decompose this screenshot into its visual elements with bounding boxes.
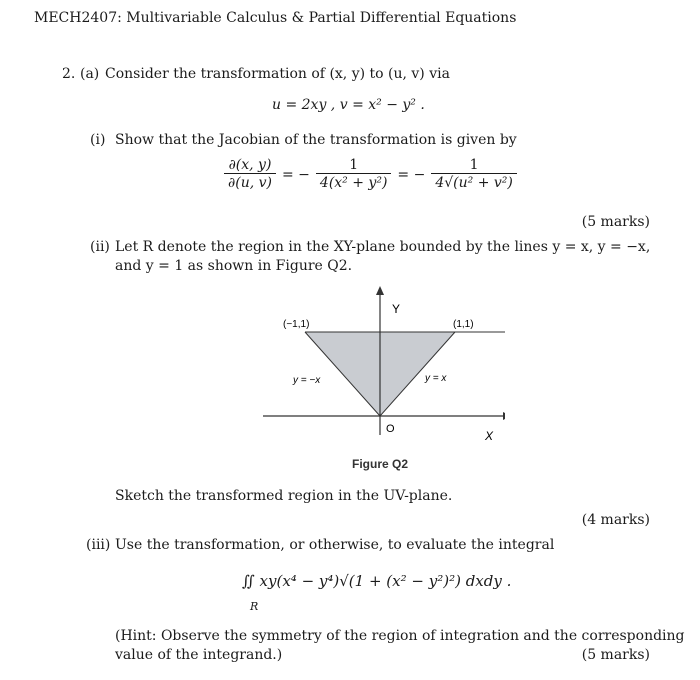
jacobian-rhs-num: 1: [469, 157, 479, 173]
jacobian-rhs-den: 4√(u² + v²): [431, 173, 517, 192]
part-ii-marks: (4 marks): [581, 512, 650, 528]
part-a-intro: Consider the transformation of (x, y) to (u, v) via: [105, 66, 450, 82]
hint-line2: value of the integrand.): [115, 647, 283, 663]
point-right-label: (1,1): [453, 319, 474, 330]
y-axis-arrow-icon: [376, 286, 384, 295]
part-iii-marks: (5 marks): [581, 647, 650, 663]
jacobian-mid-den: 4(x² + y²): [316, 173, 392, 192]
y-axis-label: Y: [392, 302, 401, 316]
x-axis-label: X: [485, 429, 494, 443]
hint-line1: (Hint: Observe the symmetry of the region of integration and the corresponding: [115, 628, 685, 644]
part-i-label: (i): [90, 132, 106, 148]
part-ii-text-line1: Let R denote the region in the XY-plane bounded by the lines y = x, y = −x,: [115, 239, 651, 255]
integral-region: R: [250, 600, 259, 613]
point-left-label: (−1,1): [283, 319, 310, 330]
figure-q2: [255, 283, 505, 448]
part-iii-text: Use the transformation, or otherwise, to evaluate the integral: [115, 537, 555, 553]
jacobian-lhs-den: ∂(u, v): [224, 173, 276, 192]
equals-sign-1: = −: [282, 166, 310, 183]
part-ii-text-line2: and y = 1 as shown in Figure Q2.: [115, 258, 353, 274]
jacobian-mid-num: 1: [349, 157, 359, 173]
part-ii-label: (ii): [90, 239, 110, 255]
jacobian-mid: [316, 157, 392, 192]
jacobian-equation: [224, 157, 517, 192]
part-a-label: (a): [80, 66, 100, 82]
question-number: 2.: [62, 66, 76, 82]
part-i-text: Show that the Jacobian of the transformation is given by: [115, 132, 517, 148]
line-left-label: y = −x: [293, 375, 321, 386]
jacobian-lhs-num: ∂(x, y): [228, 157, 272, 173]
transform-equation: u = 2xy , v = x² − y² .: [272, 97, 425, 113]
course-header: MECH2407: Multivariable Calculus & Partial Differential Equations: [34, 10, 517, 26]
jacobian-rhs: [431, 157, 517, 192]
part-iii-label: (iii): [86, 537, 111, 553]
x-axis-arrow-icon: [503, 412, 505, 420]
sketch-instruction: Sketch the transformed region in the UV-plane.: [115, 488, 453, 504]
figure-caption: Figure Q2: [352, 457, 409, 471]
integral-expression: ∬ xy(x⁴ − y⁴)√(1 + (x² − y²)²) dxdy .: [242, 572, 512, 590]
equals-sign-2: = −: [397, 166, 426, 183]
origin-label: O: [386, 423, 395, 435]
jacobian-lhs: [224, 157, 276, 192]
line-right-label: y = x: [425, 373, 447, 384]
part-i-marks: (5 marks): [581, 214, 650, 230]
